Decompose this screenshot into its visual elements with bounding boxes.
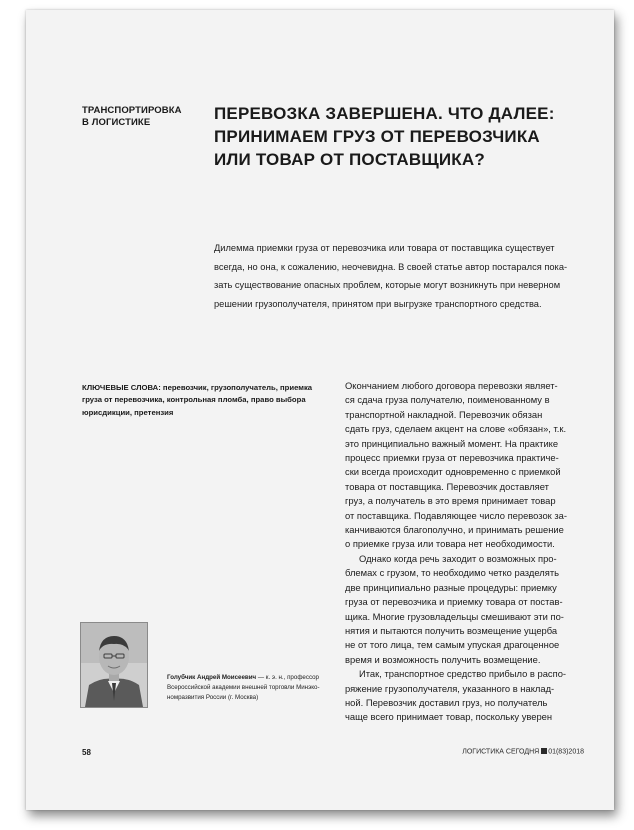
author-bio-line-1 (167, 673, 337, 683)
author-name: Голубчик Андрей Моисеевич (167, 674, 257, 681)
body-line: Итак, транспортное средство прибыло в распо- (359, 668, 567, 680)
article-title (214, 102, 584, 171)
section-label-line: В ЛОГИСТИКЕ (82, 117, 151, 128)
body-line: две принципиально разные процедуры: приемку (345, 581, 557, 593)
square-bullet-icon (541, 748, 547, 754)
body-line: ряжение грузополучателя, указанного в наклад- (345, 682, 555, 694)
body-line: не от того лица, тем самым упуская драгоценное (345, 639, 560, 651)
body-line: от поставщика. Подавляющее число перевозок за- (345, 509, 568, 521)
body-line: нятия и пытаются получить возмещение ущерба (345, 624, 558, 636)
lead-line: Дилемма приемки груза от перевозчика или товара от поставщика существует (214, 243, 555, 253)
title-line: ИЛИ ТОВАР ОТ ПОСТАВЩИКА? (214, 150, 485, 169)
keywords-line: юрисдикции, претензия (82, 407, 174, 417)
article-lead (214, 239, 586, 313)
article-body (345, 379, 591, 725)
body-line: Однако когда речь заходит о возможных про- (359, 552, 557, 564)
body-line: ся сдача груза получателю, поименованному в (345, 394, 550, 406)
body-line: груза от перевозчика и приемку товара от постав- (345, 596, 563, 608)
magazine-page (26, 10, 614, 810)
author-bio-line-2: Всероссийской академии внешней торговли Минэко- (167, 684, 320, 691)
body-line: это принципиально важный момент. На практике (345, 437, 559, 449)
body-line: время и возможность получить возмещение. (345, 653, 541, 665)
author-bio-line-3: номразвития России (г. Москва) (167, 694, 259, 701)
page-number: 58 (82, 748, 91, 757)
author-bio (167, 673, 337, 703)
body-line: сдать груз, сделаем акцент на слове «обязан», т.к. (345, 423, 567, 435)
author-photo (80, 622, 148, 708)
section-label (82, 105, 212, 129)
journal-name: ЛОГИСТИКА СЕГОДНЯ (462, 748, 540, 756)
keywords-line: КЛЮЧЕВЫЕ СЛОВА: перевозчик, грузополучатель, приемка (82, 383, 313, 392)
author-credentials: — к. э. н., профессор (256, 674, 319, 681)
body-line: ной. Перевозчик доставил груз, но получатель (345, 696, 548, 708)
body-line: щика. Многие грузовладельцы смешивают эти по- (345, 610, 564, 622)
body-line: чаще всего принимает товар, поскольку уверен (345, 711, 553, 723)
body-line: Окончанием любого договора перевозки являет- (345, 380, 558, 391)
body-line: канчиваются благополучно, и принимать решение (345, 524, 564, 536)
author-portrait-image (81, 623, 147, 707)
journal-issue: 01(83)2018 (548, 748, 584, 756)
body-line: товара от поставщика. Перевозчик доставляет (345, 480, 549, 492)
body-line: процесс приемки груза от перевозчика практиче- (345, 452, 559, 464)
lead-line: всегда, но она, к сожалению, неочевидна. В своей статье автор постарался пока- (214, 261, 568, 272)
title-line: ПЕРЕВОЗКА ЗАВЕРШЕНА. ЧТО ДАЛЕЕ: (214, 104, 555, 123)
keywords-line: груза от перевозчика, контрольная пломба, право выбора (82, 395, 306, 405)
body-line: о приемке груза или товара нет необходимости. (345, 538, 555, 550)
title-line: ПРИНИМАЕМ ГРУЗ ОТ ПЕРЕВОЗЧИКА (214, 127, 540, 146)
body-line: ски всегда происходит одновременно с приемкой (345, 466, 561, 478)
body-line: блемах с грузом, то необходимо четко разделять (345, 567, 560, 579)
journal-footer (462, 748, 584, 756)
lead-line: решении грузополучателя, принятом при выгрузке транспортного средства. (214, 298, 542, 309)
section-label-line: ТРАНСПОРТИРОВКА (82, 105, 182, 116)
keywords-block (82, 382, 322, 419)
lead-line: зать существование опасных проблем, которые могут возникнуть при неверном (214, 280, 561, 291)
body-line: транспортной накладной. Перевозчик обязан (345, 408, 543, 420)
body-line: груз, а получатель в это время принимает товар (345, 495, 556, 507)
